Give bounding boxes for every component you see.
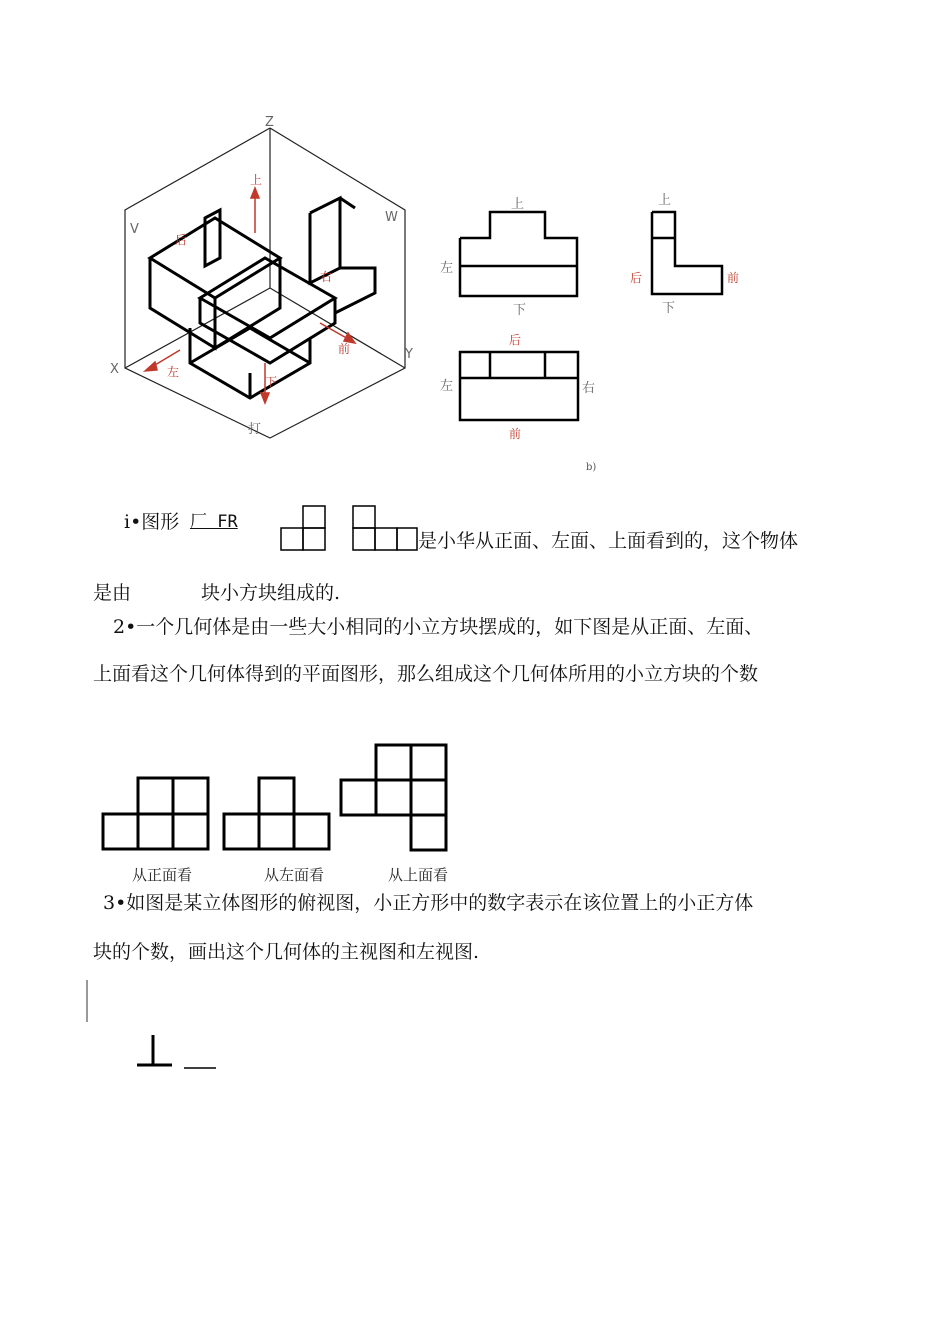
top-view-right-label: 右 xyxy=(582,381,596,396)
isometric-figure xyxy=(105,115,425,438)
dir-up-label: 上 xyxy=(250,173,263,187)
side-right-label: 前 xyxy=(727,271,740,285)
q2-left-view-figure xyxy=(221,775,336,855)
q2-caption-left: 从左面看 xyxy=(264,866,325,884)
q2-line2: 上面看这个几何体得到的平面图形，那么组成这个几何体所用的小立方块的个数 xyxy=(93,663,759,685)
front-bottom-label: 下 xyxy=(513,303,527,318)
q3-drawing-fragment xyxy=(134,1030,224,1070)
top-view-left-label: 左 xyxy=(440,379,454,394)
margin-bar xyxy=(86,980,88,1022)
top-view-bottom-label: 前 xyxy=(509,427,522,441)
dir-left-label: 左 xyxy=(167,365,180,379)
q2-line1: 2•一个几何体是由一些大小相同的小立方块摆成的，如下图是从正面、左面、 xyxy=(113,616,764,638)
q1-line2-start: 是由 xyxy=(93,582,132,604)
side-top-label: 上 xyxy=(658,193,672,208)
axis-y-label: Y xyxy=(405,347,413,362)
dir-back-label: 后 xyxy=(175,233,188,247)
q3-line2: 块的个数，画出这个几何体的主视图和左视图. xyxy=(93,941,480,963)
q2-top-view-figure xyxy=(338,742,448,857)
top-view-top-label: 后 xyxy=(509,333,522,347)
side-left-label: 后 xyxy=(630,271,643,285)
q1-side-view-figure xyxy=(350,504,420,554)
q1-front-view-figure xyxy=(278,504,328,554)
q2-caption-front: 从正面看 xyxy=(132,866,193,884)
axis-z-label: Z xyxy=(265,115,274,130)
q1-underline-text: 厂 FR xyxy=(190,512,238,532)
q1-text-after: 是小华从正面、左面、上面看到的，这个物体 xyxy=(418,530,799,552)
side-view-figure xyxy=(625,190,745,320)
bottom-mark-label: 打 xyxy=(248,422,262,437)
q2-caption-top: 从上面看 xyxy=(388,866,449,884)
axis-x-label: X xyxy=(110,362,119,377)
front-top-label: 上 xyxy=(511,197,525,212)
dir-down-label: 下 xyxy=(265,375,278,389)
front-left-label: 左 xyxy=(440,261,454,276)
dir-right-label: 右 xyxy=(320,270,333,284)
q1-prefix: i•图形 xyxy=(124,511,180,533)
q3-line1: 3•如图是某立体图形的俯视图，小正方形中的数字表示在该位置上的小正方体 xyxy=(103,892,754,914)
figure-caption: b) xyxy=(586,462,597,473)
side-bottom-label: 下 xyxy=(662,301,676,316)
dir-front-label: 前 xyxy=(338,342,351,356)
axis-v-label: V xyxy=(130,222,139,237)
axis-w-label: W xyxy=(385,210,398,225)
front-view-figure xyxy=(435,190,595,320)
q2-front-view-figure xyxy=(100,775,215,855)
q1-line2-end: 块小方块组成的. xyxy=(201,582,341,604)
top-view-figure xyxy=(435,330,615,450)
